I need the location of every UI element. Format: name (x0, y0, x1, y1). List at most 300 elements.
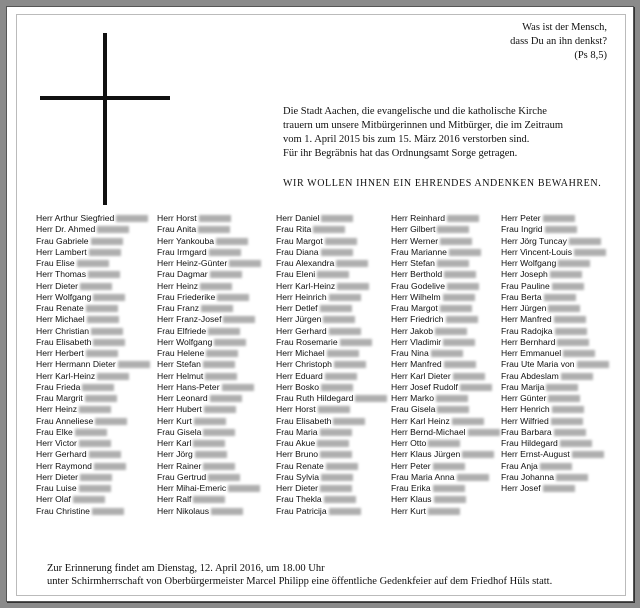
name-text: Herr Karl (157, 438, 192, 448)
name-text: Herr Hermann Dieter (36, 359, 116, 370)
redacted-surname (211, 508, 243, 515)
name-entry (157, 348, 261, 359)
name-text: Frau Ute Maria von (501, 359, 575, 370)
name-text: Herr Heinz-Günter (157, 258, 228, 268)
redacted-surname (569, 238, 601, 245)
redacted-surname (574, 249, 606, 256)
name-entry (501, 359, 609, 370)
redacted-surname (540, 463, 572, 470)
name-text: Frau Elisabeth (36, 336, 92, 347)
name-entry (501, 247, 609, 258)
name-entry (157, 472, 261, 483)
redacted-surname (572, 451, 604, 458)
redacted-surname (75, 429, 107, 436)
name-entry (501, 382, 609, 393)
name-text: Herr Bernhard (501, 336, 556, 347)
name-text: Frau Gertrud (157, 471, 207, 482)
name-text: Herr Dieter (276, 483, 319, 493)
redacted-surname (321, 249, 353, 256)
redacted-surname (321, 474, 353, 481)
name-entry (501, 224, 609, 235)
name-entry (391, 269, 500, 280)
name-entry (157, 416, 261, 427)
redacted-surname (82, 384, 114, 391)
redacted-surname (555, 328, 587, 335)
psalm-quote (510, 21, 607, 63)
redacted-surname (201, 305, 233, 312)
notice-page (6, 6, 634, 602)
name-entry (157, 281, 261, 292)
redacted-surname (320, 429, 352, 436)
name-text: Frau Marianne (391, 246, 447, 257)
name-text: Herr Arthur Siegfried (36, 213, 115, 223)
redacted-surname (91, 238, 123, 245)
name-text: Frau Anja (501, 460, 538, 471)
name-text: Herr Peter (391, 460, 431, 471)
name-entry (501, 371, 609, 382)
redacted-surname (437, 260, 469, 267)
name-entry (36, 416, 150, 427)
name-entry (157, 337, 261, 348)
name-entry (36, 393, 150, 404)
redacted-surname (560, 440, 592, 447)
name-text: Frau Maria Anna (391, 471, 455, 482)
redacted-surname (340, 339, 372, 346)
name-entry (36, 269, 150, 280)
footer-line-2: unter Schirmherrschaft von Oberbürgermeister Marcel Philipp eine öffentliche Gedenkfeier auf dem Friedhof Hüls statt. (47, 576, 553, 587)
name-text: Herr Lambert (36, 246, 87, 257)
name-entry (36, 303, 150, 314)
redacted-surname (334, 361, 366, 368)
redacted-surname (325, 373, 357, 380)
name-entry (157, 292, 261, 303)
name-entry (501, 449, 609, 460)
name-text: Herr Jörg (157, 449, 193, 460)
name-entry (157, 506, 261, 517)
redacted-surname (558, 260, 590, 267)
name-entry (36, 348, 150, 359)
name-text: Frau Dagmar (157, 269, 208, 280)
redacted-surname (329, 328, 361, 335)
name-text: Frau Marija (501, 381, 545, 392)
name-entry (36, 438, 150, 449)
name-text: Frau Maria (276, 426, 318, 437)
name-text: Frau Thekla (276, 494, 322, 505)
redacted-surname (431, 350, 463, 357)
name-text: Herr Jakob (391, 325, 434, 336)
redacted-surname (554, 316, 586, 323)
name-text: Herr Karl-Heinz (276, 280, 336, 291)
name-text: Herr Manfred (501, 314, 552, 325)
name-entry (276, 382, 387, 393)
redacted-surname (355, 395, 387, 402)
name-text: Herr Yankouba (157, 235, 215, 246)
redacted-surname (561, 373, 593, 380)
name-entry (501, 416, 609, 427)
redacted-surname (457, 474, 489, 481)
redacted-surname (97, 226, 129, 233)
name-entry (36, 461, 150, 472)
name-text: Herr Dr. Ahmed (36, 224, 96, 235)
name-entry (501, 326, 609, 337)
redacted-surname (209, 249, 241, 256)
redacted-surname (97, 373, 129, 380)
redacted-surname (73, 496, 105, 503)
name-text: Herr Ernst-August (501, 449, 570, 460)
redacted-surname (206, 350, 238, 357)
redacted-surname (86, 350, 118, 357)
name-text: Frau Ruth Hildegard (276, 393, 354, 403)
name-entry (157, 382, 261, 393)
name-entry (391, 247, 500, 258)
name-text: Herr Stefan (391, 258, 435, 268)
redacted-surname (545, 226, 577, 233)
name-text: Herr Joseph (501, 269, 548, 280)
name-text: Frau Diana (276, 246, 319, 257)
redacted-surname (320, 305, 352, 312)
redacted-surname (95, 418, 127, 425)
names-column-4 (391, 213, 500, 517)
name-text: Frau Irmgard (157, 246, 207, 257)
name-entry (276, 393, 387, 404)
redacted-surname (434, 496, 466, 503)
name-entry (501, 213, 609, 224)
redacted-surname (447, 215, 479, 222)
name-entry (36, 506, 150, 517)
name-entry (36, 449, 150, 460)
name-entry (36, 427, 150, 438)
name-entry (276, 326, 387, 337)
redacted-surname (453, 373, 485, 380)
name-text: Herr Stefan (157, 359, 201, 370)
name-entry (391, 348, 500, 359)
name-entry (391, 213, 500, 224)
name-text: Frau Erika (391, 483, 431, 493)
redacted-surname (199, 215, 231, 222)
name-entry (501, 337, 609, 348)
redacted-surname (210, 271, 242, 278)
name-text: Frau Berta (501, 291, 542, 302)
name-text: Herr Jürgen (276, 314, 322, 325)
name-entry (36, 371, 150, 382)
name-entry (157, 326, 261, 337)
redacted-surname (543, 215, 575, 222)
redacted-surname (435, 328, 467, 335)
name-text: Herr Michael (276, 348, 325, 358)
redacted-surname (85, 395, 117, 402)
name-entry (391, 236, 500, 247)
name-entry (391, 506, 500, 517)
name-entry (276, 472, 387, 483)
name-entry (276, 461, 387, 472)
name-text: Herr Friedrich (391, 314, 444, 325)
name-text: Herr Leonard (157, 393, 208, 403)
name-text: Herr Emmanuel (501, 348, 562, 358)
name-text: Herr Helmut (157, 370, 204, 381)
name-entry (391, 461, 500, 472)
redacted-surname (552, 283, 584, 290)
redacted-surname (203, 361, 235, 368)
redacted-surname (94, 463, 126, 470)
name-text: Herr Rainer (157, 460, 202, 471)
name-text: Frau Margrit (36, 393, 83, 403)
redacted-surname (428, 508, 460, 515)
redacted-surname (317, 440, 349, 447)
redacted-surname (437, 226, 469, 233)
name-text: Frau Renate (276, 460, 324, 471)
name-entry (391, 326, 500, 337)
redacted-surname (337, 283, 369, 290)
redacted-surname (205, 373, 237, 380)
name-entry (36, 258, 150, 269)
name-entry (391, 494, 500, 505)
intro-text (283, 105, 563, 161)
name-text: Herr Manfred (391, 359, 442, 370)
name-entry (157, 314, 261, 325)
name-entry (391, 303, 500, 314)
redacted-surname (444, 361, 476, 368)
redacted-surname (214, 339, 246, 346)
name-text: Herr Olaf (36, 494, 71, 505)
name-entry (36, 326, 150, 337)
redacted-surname (77, 260, 109, 267)
redacted-surname (437, 406, 469, 413)
name-entry (501, 393, 609, 404)
name-text: Frau Pauline (501, 280, 550, 291)
name-entry (276, 438, 387, 449)
name-text: Frau Akue (276, 438, 316, 448)
redacted-surname (222, 384, 254, 391)
name-text: Herr Wolfgang (157, 336, 213, 347)
name-text: Frau Elise (36, 258, 75, 268)
name-text: Herr Hubert (157, 404, 202, 415)
name-entry (36, 382, 150, 393)
name-entry (501, 461, 609, 472)
redacted-surname (116, 215, 148, 222)
redacted-surname (323, 316, 355, 323)
redacted-surname (89, 451, 121, 458)
name-text: Herr Heinz (36, 404, 78, 415)
name-entry (391, 258, 500, 269)
name-entry (391, 371, 500, 382)
name-text: Frau Eleni (276, 269, 316, 280)
name-entry (501, 438, 609, 449)
redacted-surname (87, 316, 119, 323)
footer-line-1: Zur Erinnerung findet am Dienstag, 12. April 2016, um 18.00 Uhr (47, 563, 325, 574)
name-text: Herr Kurt (391, 505, 426, 516)
name-entry (157, 427, 261, 438)
name-text: Frau Friederike (157, 291, 216, 302)
name-entry (157, 303, 261, 314)
name-entry (276, 359, 387, 370)
name-entry (276, 213, 387, 224)
name-entry (157, 494, 261, 505)
name-text: Frau Patricija (276, 505, 327, 516)
name-text: Frau Anita (157, 224, 197, 235)
redacted-surname (200, 283, 232, 290)
name-entry (501, 292, 609, 303)
name-entry (501, 404, 609, 415)
name-entry (391, 292, 500, 303)
name-text: Herr Peter (501, 213, 541, 223)
name-text: Frau Ingrid (501, 224, 543, 235)
redacted-surname (433, 463, 465, 470)
name-text: Herr Otto (391, 438, 427, 448)
name-entry (276, 314, 387, 325)
name-entry (36, 314, 150, 325)
redacted-surname (443, 294, 475, 301)
name-text: Frau Elke (36, 426, 73, 437)
name-entry (501, 269, 609, 280)
name-entry (391, 404, 500, 415)
redacted-surname (92, 508, 124, 515)
redacted-surname (462, 451, 494, 458)
name-entry (276, 483, 387, 494)
names-column-1 (36, 213, 150, 517)
name-entry (36, 337, 150, 348)
redacted-surname (204, 406, 236, 413)
name-text: Herr Josef Rudolf (391, 381, 458, 392)
name-entry (391, 483, 500, 494)
redacted-surname (544, 294, 576, 301)
redacted-surname (327, 350, 359, 357)
name-text: Frau Margot (391, 303, 438, 313)
name-text: Herr Wilhelm (391, 291, 441, 302)
name-text: Frau Hildegard (501, 438, 558, 448)
name-text: Herr Jürgen (501, 303, 547, 313)
name-text: Herr Klaus Jürgen (391, 449, 461, 460)
redacted-surname (118, 361, 150, 368)
redacted-surname (321, 384, 353, 391)
redacted-surname (552, 406, 584, 413)
redacted-surname (320, 485, 352, 492)
redacted-surname (543, 485, 575, 492)
name-entry (391, 416, 500, 427)
redacted-surname (208, 474, 240, 481)
name-entry (391, 382, 500, 393)
name-text: Frau Christine (36, 505, 90, 516)
name-entry (157, 483, 261, 494)
name-text: Herr Vincent-Louis (501, 246, 573, 257)
name-entry (157, 438, 261, 449)
redacted-surname (325, 238, 357, 245)
name-entry (36, 472, 150, 483)
name-entry (36, 494, 150, 505)
name-entry (36, 483, 150, 494)
redacted-surname (550, 271, 582, 278)
name-entry (36, 359, 150, 370)
redacted-surname (440, 305, 472, 312)
redacted-surname (91, 328, 123, 335)
name-text: Frau Elfriede (157, 325, 207, 336)
redacted-surname (79, 485, 111, 492)
name-text: Herr Nikolaus (157, 505, 210, 516)
redacted-surname (446, 316, 478, 323)
name-entry (157, 393, 261, 404)
name-text: Frau Alexandra (276, 258, 335, 268)
name-text: Herr Werner (391, 235, 439, 246)
name-text: Herr Bruno (276, 449, 319, 460)
redacted-surname (80, 474, 112, 481)
name-text: Herr Henrich (501, 404, 550, 415)
name-entry (391, 281, 500, 292)
redacted-surname (443, 339, 475, 346)
name-text: Herr Jörg Tuncay (501, 235, 567, 246)
redacted-surname (336, 260, 368, 267)
name-entry (501, 348, 609, 359)
intro-line-1: Die Stadt Aachen, die evangelische und die katholische Kirche (283, 106, 547, 117)
name-entry (157, 404, 261, 415)
redacted-surname (326, 463, 358, 470)
name-entry (391, 393, 500, 404)
redacted-surname (217, 294, 249, 301)
name-entry (157, 461, 261, 472)
name-text: Frau Helene (157, 348, 205, 358)
name-entry (157, 371, 261, 382)
name-entry (276, 247, 387, 258)
name-entry (276, 348, 387, 359)
redacted-surname (449, 249, 481, 256)
redacted-surname (223, 316, 255, 323)
name-text: Herr Vladimir (391, 336, 442, 347)
name-text: Herr Daniel (276, 213, 320, 223)
redacted-surname (203, 429, 235, 436)
name-text: Herr Karl-Heinz (36, 370, 96, 381)
name-entry (501, 483, 609, 494)
redacted-surname (556, 474, 588, 481)
name-text: Frau Sylvia (276, 471, 319, 482)
name-entry (157, 449, 261, 460)
redacted-surname (468, 429, 500, 436)
name-entry (157, 224, 261, 235)
redacted-surname (551, 418, 583, 425)
quote-line-1: Was ist der Mensch, (522, 22, 607, 33)
name-entry (501, 472, 609, 483)
name-text: Frau Elisabeth (276, 415, 332, 426)
name-text: Herr Mihai-Emeric (157, 483, 227, 493)
name-entry (391, 449, 500, 460)
name-text: Frau Anneliese (36, 415, 94, 426)
redacted-surname (317, 271, 349, 278)
names-column-5 (501, 213, 609, 494)
name-text: Frau Radojka (501, 325, 553, 336)
name-text: Herr Dieter (36, 471, 79, 482)
name-text: Frau Gisela (391, 404, 436, 415)
name-text: Herr Herbert (36, 348, 84, 358)
name-text: Herr Thomas (36, 269, 86, 280)
name-text: Herr Franz-Josef (157, 314, 222, 325)
intro-line-3: vom 1. April 2015 bis zum 15. März 2016 verstorben sind. (283, 134, 530, 145)
redacted-surname (198, 226, 230, 233)
name-text: Herr Josef (501, 483, 541, 493)
name-text: Frau Rosemarie (276, 336, 338, 347)
name-entry (501, 236, 609, 247)
name-text: Herr Bosko (276, 381, 319, 392)
redacted-surname (79, 440, 111, 447)
redacted-surname (89, 249, 121, 256)
name-entry (36, 281, 150, 292)
name-text: Herr Detlef (276, 303, 318, 313)
name-entry (391, 359, 500, 370)
name-text: Frau Renate (36, 303, 84, 313)
name-entry (501, 258, 609, 269)
name-text: Herr Klaus (391, 494, 432, 505)
quote-reference: (Ps 8,5) (574, 50, 607, 61)
redacted-surname (447, 283, 479, 290)
name-text: Frau Gabriele (36, 235, 89, 246)
name-entry (276, 224, 387, 235)
name-text: Herr Horst (276, 404, 316, 415)
